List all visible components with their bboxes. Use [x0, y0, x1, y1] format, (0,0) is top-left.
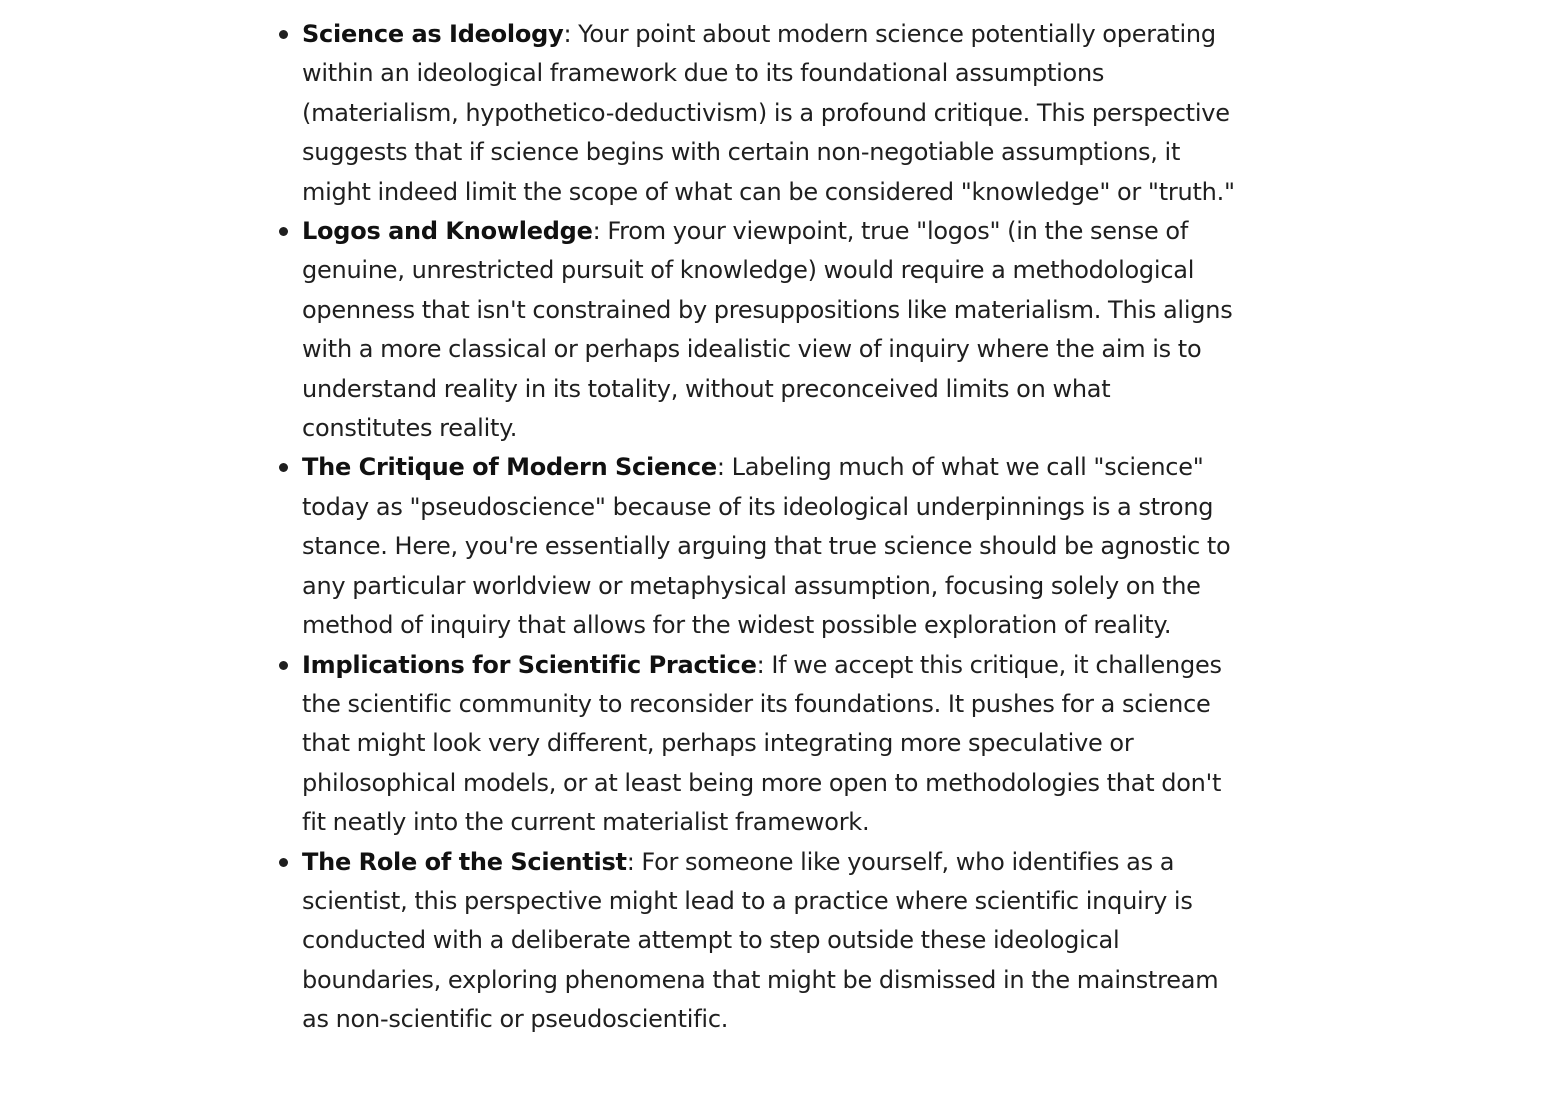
bullet-icon	[279, 30, 288, 39]
list-item	[302, 15, 1244, 212]
item-body: : For someone like yourself, who identifies as a scientist, this perspective might lead to a practice where scientific inquiry is conducted with a deliberate attempt to step outside these ideological boundaries, exploring phenomena that might be dismissed in the mainstream as non-scientific or pseudoscientific.	[302, 847, 1219, 1034]
bullet-list	[0, 15, 1557, 1040]
list-item	[302, 448, 1244, 645]
bullet-icon	[279, 858, 288, 867]
item-title: The Role of the Scientist	[302, 847, 627, 876]
response-content	[0, 15, 1557, 1040]
item-body: : Labeling much of what we call "science" today as "pseudoscience" because of its ideological underpinnings is a strong stance. Here, you're essentially arguing that true science should be agnostic to any particular worldview or metaphysical assumption, focusing solely on the method of inquiry that allows for the widest possible exploration of reality.	[302, 453, 1231, 640]
item-title: Science as Ideology	[302, 20, 564, 48]
bullet-icon	[279, 463, 288, 472]
item-body: : Your point about modern science potentially operating within an ideological framework due to its foundational assumptions (materialism, hypothetico-deductivism) is a profound critique. This perspective suggests that if science begins with certain non-negotiable assumptions, it might indeed limit the scope of what can be considered "knowledge" or "truth."	[302, 20, 1235, 206]
list-item	[302, 212, 1244, 448]
list-item	[302, 646, 1244, 843]
item-title: The Critique of Modern Science	[302, 453, 717, 482]
item-title: Implications for Scientific Practice	[302, 650, 757, 679]
bullet-icon	[279, 661, 288, 670]
list-item	[302, 843, 1244, 1040]
item-title: Logos and Knowledge	[302, 217, 593, 246]
item-body: : If we accept this critique, it challenges the scientific community to reconsider its foundations. It pushes for a science that might look very different, perhaps integrating more speculative or philosophical models, or at least being more open to methodologies that don't fit neatly into the current materialist framework.	[302, 650, 1222, 837]
bullet-icon	[279, 227, 288, 236]
item-body: : From your viewpoint, true "logos" (in the sense of genuine, unrestricted pursuit of knowledge) would require a methodological openness that isn't constrained by presuppositions like materialism. This aligns with a more classical or perhaps idealistic view of inquiry where the aim is to understand reality in its totality, without preconceived limits on what constitutes reality.	[302, 217, 1233, 443]
